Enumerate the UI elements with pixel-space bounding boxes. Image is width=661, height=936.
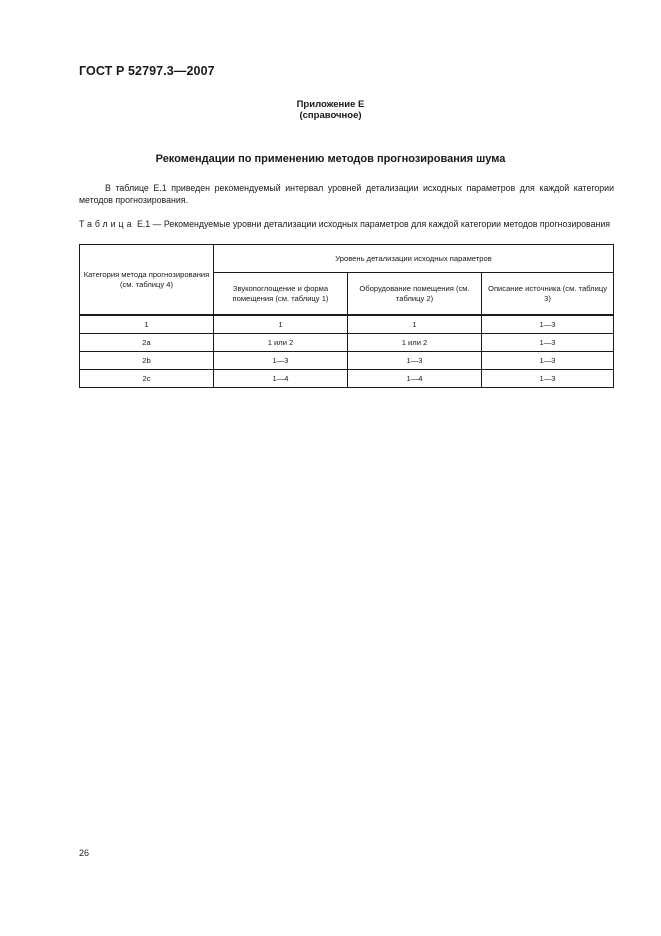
cell-category: 2a [80,334,214,352]
cell-category: 2c [80,370,214,388]
cell-absorption: 1—4 [214,370,348,388]
intro-paragraph: В таблице Е.1 приведен рекомендуемый интервал уровней детализации исходных параметров для каждой категории методов прогнозирования. [79,183,614,205]
annex-title: Приложение Е [296,99,365,110]
cell-equipment: 1 [348,315,482,334]
table-row [80,370,614,388]
cell-category: 1 [80,315,214,334]
header-equipment: Оборудование помещения (см. таблицу 2) [348,273,482,316]
standard-code: ГОСТ Р 52797.3—2007 [79,64,215,78]
table-row [80,352,614,370]
cell-absorption: 1 или 2 [214,334,348,352]
cell-equipment: 1—3 [348,352,482,370]
cell-source: 1—3 [482,334,614,352]
header-source: Описание источника (см. таблицу 3) [482,273,614,316]
cell-source: 1—3 [482,315,614,334]
table-caption-text: Е.1 — Рекомендуемые уровни детализации исходных параметров для каждой категории методов прогнозирования [134,219,611,229]
cell-absorption: 1 [214,315,348,334]
cell-source: 1—3 [482,352,614,370]
header-detail-level: Уровень детализации исходных параметров [214,245,614,273]
table-row [80,315,614,334]
cell-equipment: 1—4 [348,370,482,388]
table-caption-label: Таблица [79,219,135,229]
cell-category: 2b [80,352,214,370]
table-caption [79,218,619,230]
parameters-table [79,244,614,388]
header-absorption: Звукопоглощение и форма помещения (см. таблицу 1) [214,273,348,316]
annex-heading [0,99,661,121]
cell-absorption: 1—3 [214,352,348,370]
page-number: 26 [79,848,90,858]
table-row [80,334,614,352]
cell-equipment: 1 или 2 [348,334,482,352]
cell-source: 1—3 [482,370,614,388]
section-title: Рекомендации по применению методов прогнозирования шума [155,153,506,165]
header-category: Категория метода прогнозирования (см. таблицу 4) [80,245,214,316]
annex-type: (справочное) [299,110,362,121]
